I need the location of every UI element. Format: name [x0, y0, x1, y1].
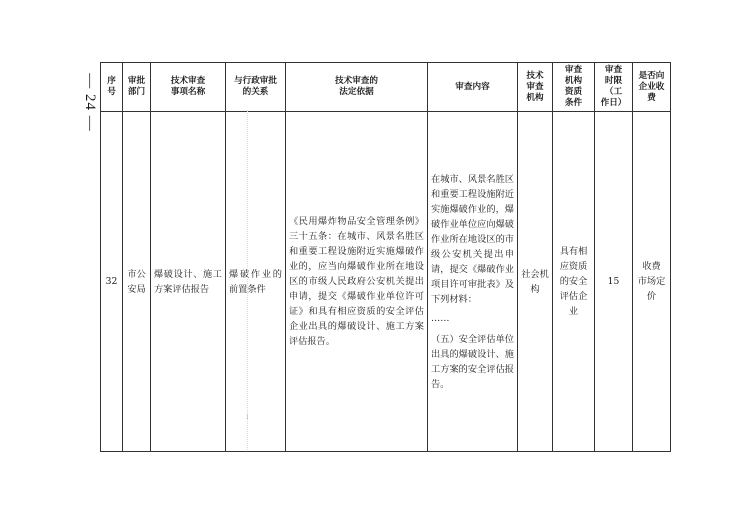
- cell-qualification: 具有相应资质的安全评估企业: [553, 112, 595, 452]
- header-row: [101, 63, 671, 112]
- content-part2: （五）安全评估单位出具的爆破设计、施工方案的安全评估报告。: [431, 333, 514, 390]
- header-relation: 与行政审批 的关系: [226, 63, 286, 112]
- scan-artifact-mark: ı: [246, 412, 249, 421]
- header-legal-basis: 技术审查的 法定依据: [286, 63, 428, 112]
- cell-relation: 爆破作业的前置条件: [226, 112, 286, 452]
- cell-fee: 收费 市场定价: [633, 112, 671, 452]
- header-serial: 序 号: [101, 63, 123, 112]
- header-content: 审查内容: [428, 63, 518, 112]
- content-ellipsis: ……: [431, 312, 450, 324]
- header-institution: 技术 审查 机构: [518, 63, 553, 112]
- review-table: [100, 62, 671, 452]
- header-department: 审批 部门: [123, 63, 151, 112]
- scan-artifact-line: [247, 110, 248, 450]
- page-number: — 24 —: [81, 72, 98, 132]
- cell-department: 市公 安局: [123, 112, 151, 452]
- header-time-limit: 审查 时限 （工 作日）: [595, 63, 633, 112]
- header-qualification: 审查 机构 资质 条件: [553, 63, 595, 112]
- cell-item-name: 爆破设计、施工方案评估报告: [151, 112, 226, 452]
- cell-institution: 社会机构: [518, 112, 553, 452]
- cell-serial: 32: [101, 112, 123, 452]
- cell-legal-basis: 《民用爆炸物品安全管理条例》三十五条：在城市、风景名胜区和重要工程设施附近实施爆破作业的，应当向爆破作业所在地设区的市级人民政府公安机关提出申请，提交《爆破作业单位许可证》和具有相应资质的安全评估企业出具的爆破设计、施工方案评估报告。: [286, 112, 428, 452]
- cell-content: [428, 112, 518, 452]
- header-fee: 是否向 企业收费: [633, 63, 671, 112]
- header-item-name: 技术审查 事项名称: [151, 63, 226, 112]
- content-part1: 在城市、风景名胜区和重要工程设施附近实施爆破作业的，爆破作业单位应向爆破作业所在地设区的市级公安机关提出申请，提交《爆破作业项目许可审批表》及下列材料：: [431, 173, 514, 305]
- table-row: [101, 112, 671, 452]
- cell-time-limit: 15: [595, 112, 633, 452]
